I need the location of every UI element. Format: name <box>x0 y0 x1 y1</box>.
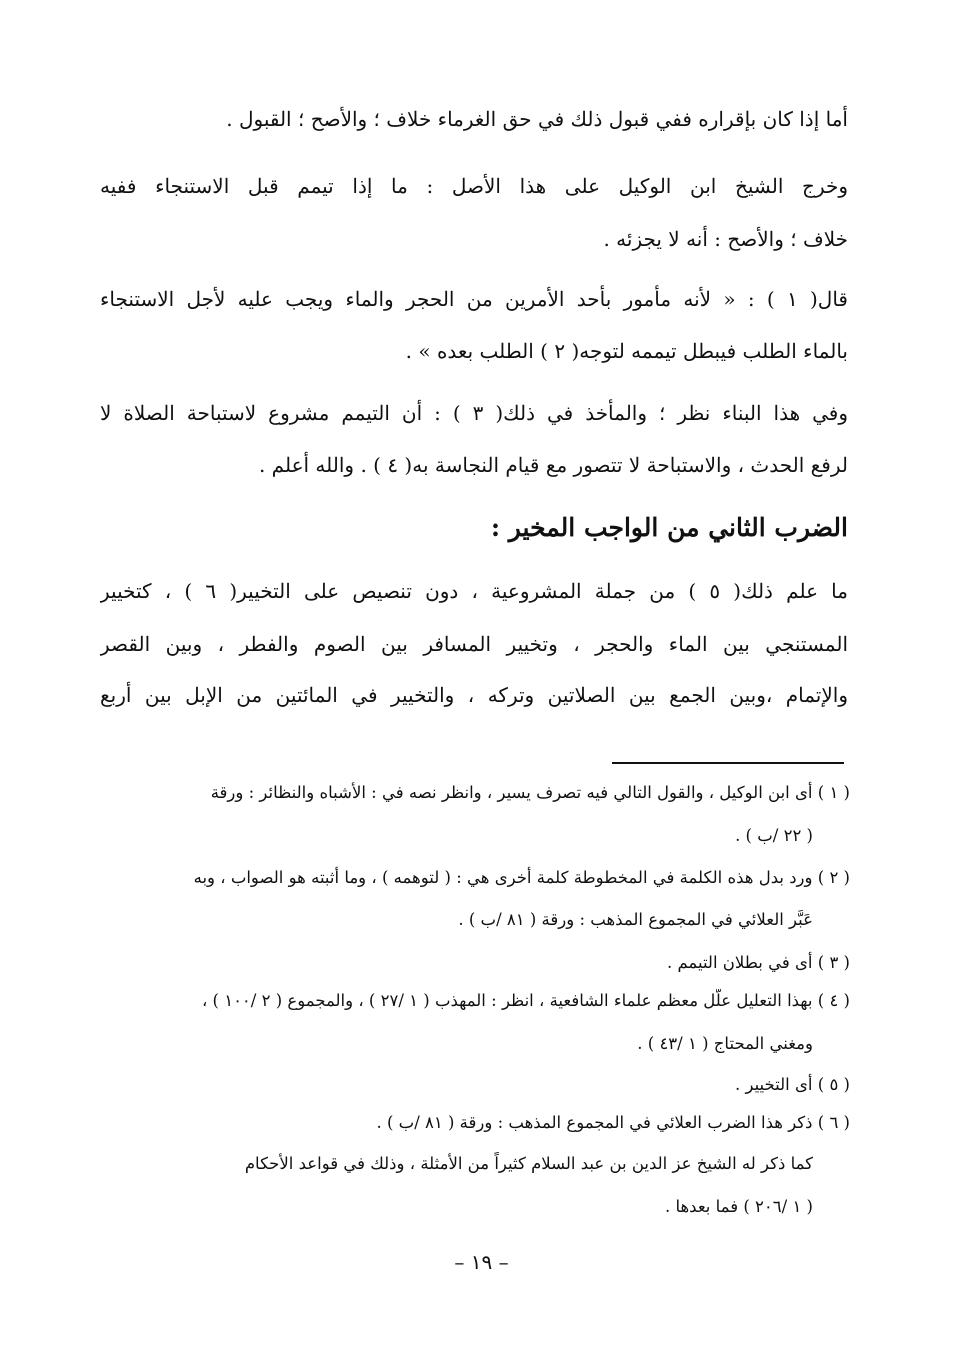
footnote-line: ( ٣ ) أى في بطلان التيمم . <box>666 953 850 972</box>
footnote-line: ومغني المحتاج ( ١ /٤٣ ) . <box>637 1034 813 1053</box>
footnote-line: ( ١ ) أى ابن الوكيل ، والقول التالي فيه تصرف يسير ، وانظر نصه في : الأشباه والنظائر : ورقة <box>210 783 850 802</box>
main-text-line: والإتمام ،وبين الجمع بين الصلاتين وتركه ، والتخيير في المائتين من الإبل بين أربع <box>100 683 848 707</box>
footnote-line: ( ٦ ) ذكر هذا الضرب العلائي في المجموع المذهب : ورقة ( ٨١ /ب ) . <box>376 1113 850 1132</box>
main-text-line: وفي هذا البناء نظر ؛ والمأخذ في ذلك( ٣ ) : أن التيمم مشروع لاستباحة الصلاة لا <box>100 401 848 425</box>
footnote-line: ( ٥ ) أى التخيير . <box>734 1075 850 1094</box>
main-text-line: المستنجي بين الماء والحجر ، وتخيير المسافر بين الصوم والفطر ، وبين القصر <box>100 632 848 656</box>
footnote-line: ( ٢٢ /ب ) . <box>735 826 813 845</box>
footnote-line: كما ذكر له الشيخ عز الدين بن عبد السلام كثيراً من الأمثلة ، وذلك في قواعد الأحكام <box>244 1154 813 1173</box>
main-text-line: وخرج الشيخ ابن الوكيل على هذا الأصل : ما إذا تيمم قبل الاستنجاء ففيه <box>100 174 848 198</box>
footnote-separator <box>612 762 844 764</box>
page-number: – ١٩ – <box>454 1250 509 1274</box>
main-text-line: لرفع الحدث ، والاستباحة لا تتصور مع قيام النجاسة به( ٤ ) . والله أعلم . <box>258 453 848 477</box>
main-text-line: بالماء الطلب فيبطل تيممه لتوجه( ٢ ) الطلب بعده » . <box>405 339 848 363</box>
main-text-line: قال( ١ ) : « لأنه مأمور بأحد الأمرين من الحجر والماء ويجب عليه لأجل الاستنجاء <box>100 287 848 311</box>
main-text-line: ما علم ذلك( ٥ ) من جملة المشروعية ، دون تنصيص على التخيير( ٦ ) ، كتخيير <box>100 579 848 603</box>
section-heading: الضرب الثاني من الواجب المخير : <box>490 513 848 542</box>
main-text-line: أما إذا كان بإقراره ففي قبول ذلك في حق الغرماء خلاف ؛ والأصح ؛ القبول . <box>226 107 848 131</box>
footnote-line: ( ١ /٢٠٦ ) فما بعدها . <box>664 1197 813 1216</box>
main-text-line: خلاف ؛ والأصح : أنه لا يجزئه . <box>603 227 848 251</box>
footnote-line: ( ٤ ) بهذا التعليل علَّل معظم علماء الشافعية ، انظر : المهذب ( ١ /٢٧ ) ، والمجموع ( ٢ /١٠٠ ) ، <box>201 991 850 1010</box>
footnote-line: ( ٢ ) ورد بدل هذه الكلمة في المخطوطة كلمة أخرى هي : ( لتوهمه ) ، وما أثبته هو الصواب ، وبه <box>193 868 850 887</box>
footnote-line: عَبَّر العلائي في المجموع المذهب : ورقة ( ٨١ /ب ) . <box>458 910 813 929</box>
